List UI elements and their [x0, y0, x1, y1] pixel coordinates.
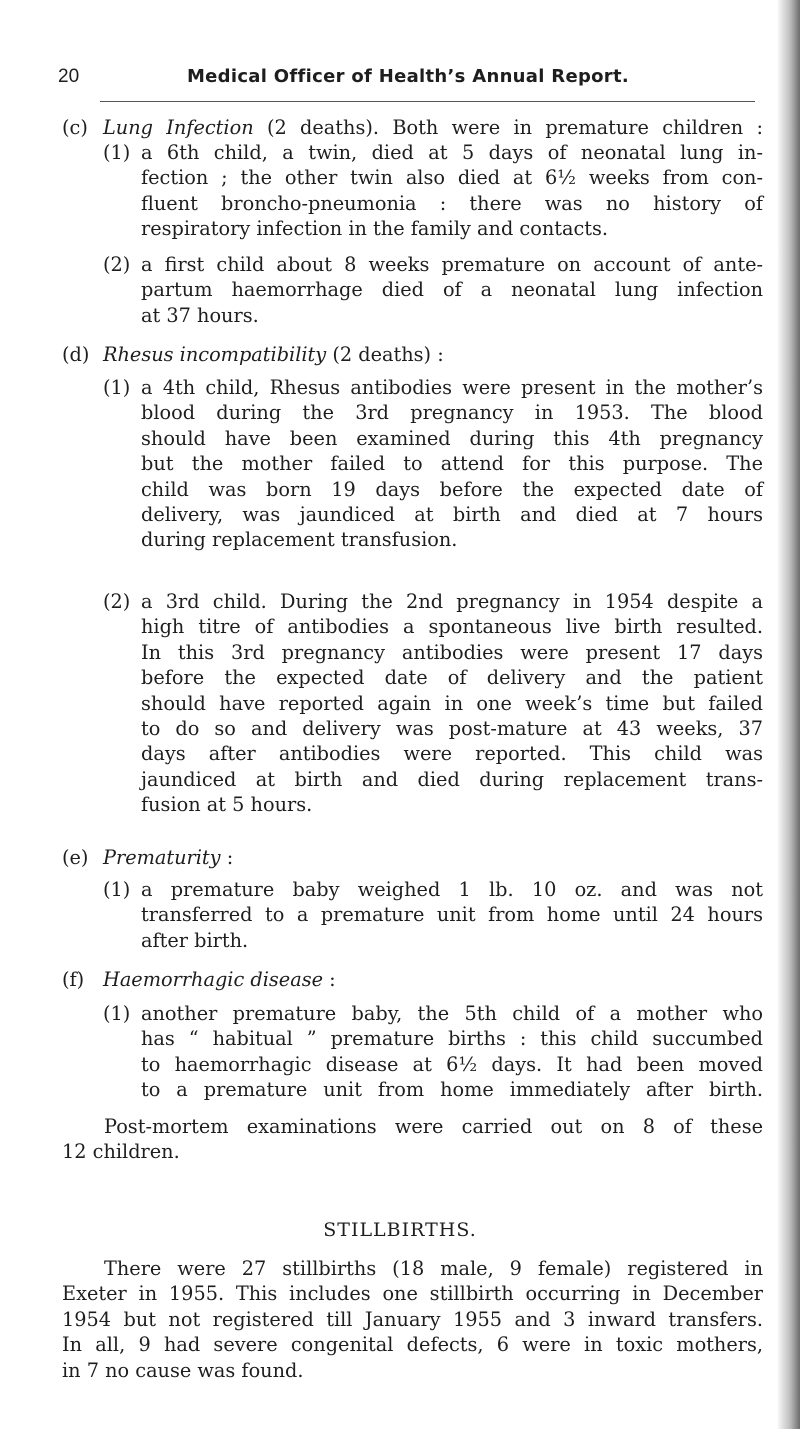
item-f1-label: (1) — [103, 1002, 131, 1025]
item-f1-text — [141, 1001, 763, 1103]
section-f-label: (f) — [62, 968, 85, 991]
text-line: high titre of antibodies a spontaneous live birth resulted. — [141, 615, 763, 639]
page-edge-shadow — [778, 0, 800, 1429]
section-d-heading — [103, 342, 763, 367]
section-f-title: Haemorrhagic disease — [103, 968, 324, 991]
header-rule — [100, 101, 755, 102]
text-line: 12 children. — [62, 1140, 180, 1164]
running-title: Medical Officer of Health’s Annual Report. — [186, 66, 630, 87]
section-f-heading — [103, 967, 763, 992]
text-line: should have been examined during this 4th pregnancy — [141, 426, 763, 450]
stillbirths-heading: STILLBIRTHS. — [323, 1219, 477, 1241]
text-line: blood during the 3rd pregnancy in 1953. The blood — [141, 401, 763, 425]
section-e-heading — [103, 845, 763, 870]
item-d2-text — [141, 589, 763, 818]
text-line: at 37 hours. — [141, 303, 259, 327]
postmortem-paragraph — [62, 1114, 763, 1165]
item-d1-label: (1) — [103, 376, 131, 399]
section-e-label: (e) — [62, 846, 89, 869]
section-f-suffix: : — [323, 968, 336, 991]
text-line: in 7 no cause was found. — [62, 1358, 304, 1382]
text-line: fection ; the other twin also died at 6½ weeks from con- — [141, 166, 763, 190]
item-e1-text — [141, 877, 763, 953]
text-line: delivery, was jaundiced at birth and died at 7 hours — [141, 503, 763, 527]
text-line: In this 3rd pregnancy antibodies were present 17 days — [141, 640, 763, 664]
section-d-title: Rhesus incompatibility — [103, 343, 327, 366]
text-line: a premature baby weighed 1 lb. 10 oz. and was not — [141, 878, 763, 901]
text-line: before the expected date of delivery and the patient — [141, 666, 763, 690]
text-line: to haemorrhagic disease at 6½ days. It had been moved — [141, 1052, 763, 1076]
section-d-suffix: (2 deaths) : — [326, 343, 444, 366]
section-d-label: (d) — [62, 343, 90, 366]
text-line: partum haemorrhage died of a neonatal lung infection — [141, 278, 763, 302]
section-c-title: Lung Infection — [103, 116, 254, 139]
section-e-suffix: : — [220, 846, 234, 869]
text-line: a 4th child, Rhesus antibodies were present in the mother’s — [141, 376, 763, 399]
item-c2-label: (2) — [103, 253, 131, 276]
text-line: There were 27 stillbirths (18 male, 9 female) registered in — [104, 1257, 763, 1280]
section-c-heading — [103, 115, 763, 140]
text-line: has “ habitual ” premature births : this child succumbed — [141, 1027, 763, 1051]
stillbirths-paragraph — [62, 1256, 763, 1383]
text-line: during replacement transfusion. — [141, 528, 458, 552]
item-c1-label: (1) — [103, 141, 131, 164]
text-line: fusion at 5 hours. — [141, 793, 313, 817]
text-line: a 6th child, a twin, died at 5 days of neonatal lung in- — [141, 141, 763, 164]
text-line: to a premature unit from home immediately after birth. — [141, 1078, 763, 1102]
text-line: another premature baby, the 5th child of a mother who — [141, 1002, 763, 1025]
section-c-label: (c) — [62, 116, 88, 139]
section-e-title: Prematurity — [103, 846, 221, 869]
text-line: transferred to a premature unit from home until 24 hours — [141, 903, 763, 927]
item-d1-text — [141, 375, 763, 553]
item-c2-text — [141, 252, 763, 328]
page-header — [58, 66, 758, 96]
item-d2-label: (2) — [103, 590, 131, 613]
text-line: child was born 19 days before the expected date of — [141, 477, 763, 501]
section-c-suffix: (2 deaths). Both were in premature children : — [253, 116, 763, 139]
text-line: Post-mortem examinations were carried out on 8 of these — [104, 1115, 763, 1138]
text-line: respiratory infection in the family and contacts. — [141, 217, 609, 241]
text-line: fluent broncho-pneumonia : there was no history of — [141, 191, 763, 215]
text-line: to do so and delivery was post-mature at 43 weeks, 37 — [141, 717, 763, 741]
text-line: In all, 9 had severe congenital defects, 6 were in toxic mothers, — [62, 1333, 763, 1357]
text-line: after birth. — [141, 928, 249, 952]
text-line: 1954 but not registered till January 1955 and 3 inward transfers. — [62, 1307, 763, 1331]
text-line: a first child about 8 weeks premature on account of ante- — [141, 253, 763, 276]
text-line: jaundiced at birth and died during replacement trans- — [141, 767, 763, 791]
item-c1-text — [141, 140, 763, 242]
item-e1-label: (1) — [103, 878, 131, 901]
text-line: should have reported again in one week’s time but failed — [141, 691, 763, 715]
text-line: but the mother failed to attend for this purpose. The — [141, 452, 763, 476]
text-line: a 3rd child. During the 2nd pregnancy in 1954 despite a — [141, 590, 763, 613]
page-number: 20 — [58, 66, 80, 87]
text-line: Exeter in 1955. This includes one stillbirth occurring in December — [62, 1282, 763, 1306]
text-line: days after antibodies were reported. This child was — [141, 742, 763, 766]
